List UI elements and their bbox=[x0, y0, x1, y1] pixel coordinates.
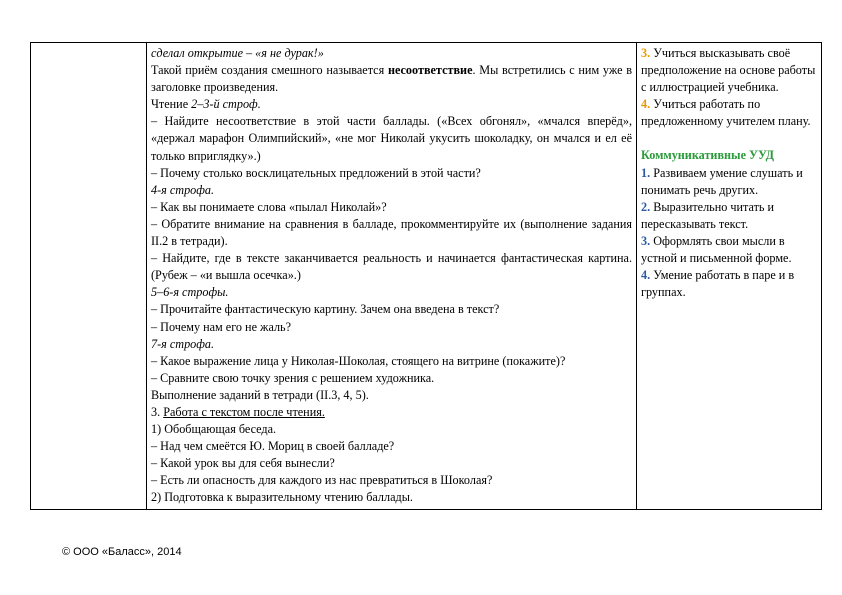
uud-item: 3. Оформлять свои мысли в устной и письменной форме. bbox=[641, 233, 792, 266]
question-line: – Какой урок вы для себя вынесли? bbox=[151, 456, 335, 471]
question-line: – Какое выражение лица у Николая-Шоколая, стоящего на витрине (покажите)? bbox=[151, 353, 566, 368]
table-row bbox=[31, 43, 822, 510]
communicative-heading: Коммуникативные УУД bbox=[641, 148, 775, 163]
stanza-heading: 7-я строфа. bbox=[151, 336, 215, 351]
teacher-activity-cell bbox=[147, 43, 637, 510]
section-heading: 3. Работа с текстом после чтения. bbox=[151, 404, 325, 419]
copyright-footer: © ООО «Баласс», 2014 bbox=[62, 546, 182, 558]
stanza-heading: 4-я строфа. bbox=[151, 182, 215, 197]
question-line: – Как вы понимаете слова «пылал Николай»? bbox=[151, 199, 387, 214]
lesson-table bbox=[30, 42, 822, 510]
term-bold: несоответствие bbox=[387, 63, 473, 78]
text-line: 2) Подготовка к выразительному чтению баллады. bbox=[151, 490, 413, 505]
question-line: – Почему нам его не жаль? bbox=[151, 319, 292, 334]
question-line: – Обратите внимание на сравнения в балладе, прокомментируйте их (выполнение задания II.2 в тетради). bbox=[151, 216, 632, 249]
question-line: – Над чем смеётся Ю. Мориц в своей балладе? bbox=[151, 439, 395, 454]
text-line: Такой приём создания смешного называется несоответствие. Мы встретились с ним уже в заголовке произведения. bbox=[151, 63, 632, 95]
uud-item: 2. Выразительно читать и пересказывать текст. bbox=[641, 199, 775, 231]
question-line: – Найдите, где в тексте заканчивается реальность и начинается фантастическая картина. (Рубеж – «и вышла осечка».) bbox=[151, 251, 632, 283]
uud-item: 4. Умение работать в паре и в группах. bbox=[641, 268, 795, 300]
stage-cell bbox=[31, 43, 147, 510]
text-line: сделал открытие – «я не дурак!» bbox=[151, 46, 324, 60]
question-line: – Сравните свою точку зрения с решением художника. bbox=[151, 370, 435, 385]
text-line: 1) Обобщающая беседа. bbox=[151, 422, 277, 437]
question-line: – Есть ли опасность для каждого из нас превратиться в Шоколая? bbox=[151, 473, 493, 488]
question-line: – Прочитайте фантастическую картину. Зачем она введена в текст? bbox=[151, 302, 500, 317]
question-line: – Найдите несоответствие в этой части баллады. («Всех обгонял», «мчался вперёд», «держал марафон Олимпийский», «не мог Николай укусить шоколадку, он мчался и ел её только вприглядку».) bbox=[151, 114, 632, 163]
uud-item: 1. Развиваем умение слушать и понимать речь других. bbox=[641, 165, 803, 197]
text-line: Выполнение заданий в тетради (II.3, 4, 5). bbox=[151, 387, 369, 402]
question-line: – Почему столько восклицательных предложений в этой части? bbox=[151, 165, 481, 180]
text-line: Чтение 2–3-й строф. bbox=[151, 97, 261, 112]
stanza-heading: 5–6-я строфы. bbox=[151, 285, 229, 300]
uud-item: 3. Учиться высказывать своё предположение на основе работы с иллюстрацией учебника. bbox=[641, 46, 816, 95]
uud-cell bbox=[637, 43, 822, 510]
uud-item: 4. Учиться работать по предложенному учителем плану. bbox=[641, 97, 811, 129]
